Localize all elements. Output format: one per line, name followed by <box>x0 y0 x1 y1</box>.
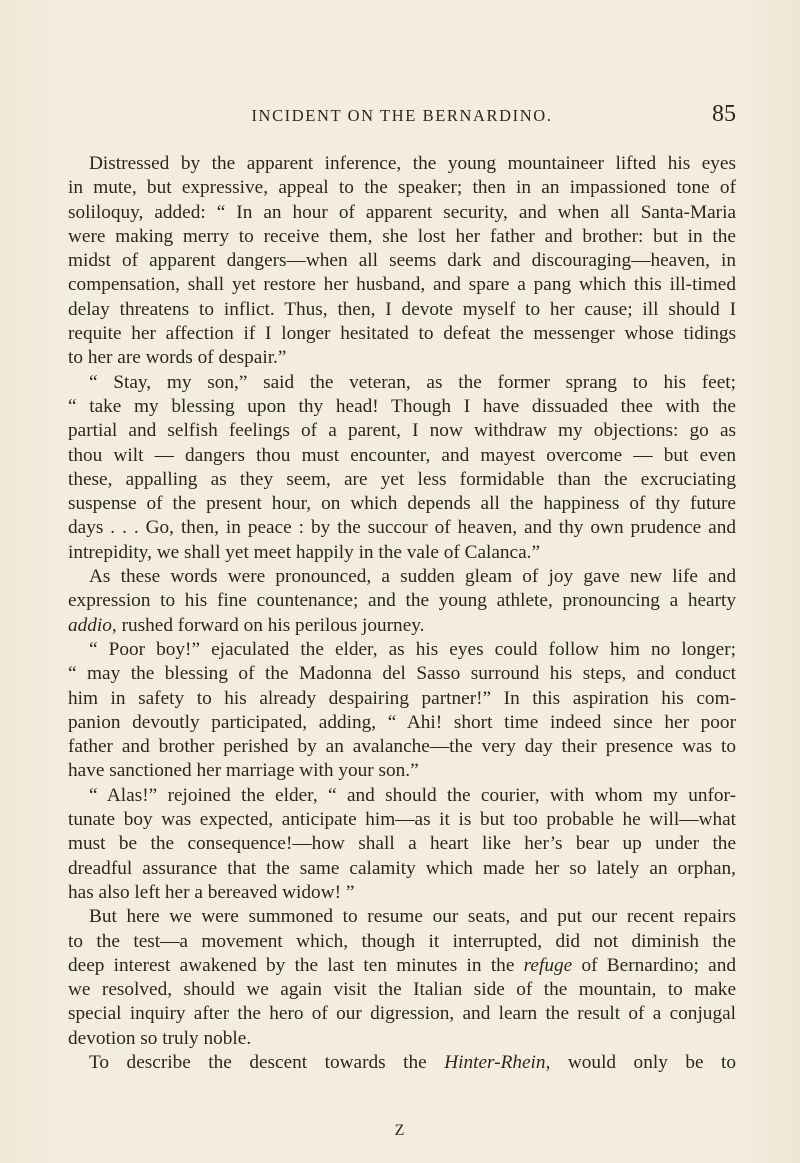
running-title: INCIDENT ON THE BERNARDINO. <box>251 106 553 125</box>
text-line: To describe the descent towards the Hinter-Rhein, would only be to <box>89 1051 737 1073</box>
text-line: tunate boy was expected, anticipate him—as it is but too probable he will—what <box>68 809 736 831</box>
text-line: deep interest awakened by the last ten minutes in the refuge of Bernardino; and <box>68 954 736 976</box>
paragraph-2 <box>68 371 736 565</box>
text-line: partial and selfish feelings of a parent, I now withdraw my objections: go as <box>68 420 736 442</box>
text-line: we resolved, should we again visit the Italian side of the mountain, to make <box>68 979 736 1001</box>
text-line: “ Poor boy!” ejaculated the elder, as his eyes could follow him no longer; <box>89 638 736 660</box>
paragraph-7 <box>68 1051 736 1075</box>
text-line: intrepidity, we shall yet meet happily in the vale of Calanca.” <box>68 541 541 563</box>
text-line: But here we were summoned to resume our seats, and put our recent repairs <box>89 906 736 928</box>
text-line: “ take my blessing upon thy head! Though I have dissuaded thee with the <box>68 395 736 417</box>
text-line: Distressed by the apparent inference, the young mountaineer lifted his eyes <box>89 153 736 174</box>
page-number: 85 <box>712 101 736 127</box>
text-line: dreadful assurance that the same calamity which made her so lately an orphan, <box>68 857 736 879</box>
text-line: thou wilt — dangers thou must encounter, and mayest overcome — but even <box>68 444 736 466</box>
text-line: to the test—a movement which, though it interrupted, did not diminish the <box>68 930 736 952</box>
text-line: days . . . Go, then, in peace : by the succour of heaven, and thy own prudence and <box>68 517 736 539</box>
text-line: “ may the blessing of the Madonna del Sasso surround his steps, and conduct <box>68 663 736 685</box>
paragraph-6 <box>68 905 736 1051</box>
running-head <box>68 103 736 129</box>
text-line: in mute, but expressive, appeal to the speaker; then in an impassioned tone of <box>68 177 736 199</box>
text-line: special inquiry after the hero of our digression, and learn the result of a conjugal <box>68 1003 736 1025</box>
paragraph-1 <box>68 152 736 371</box>
text-line: these, appalling as they seem, are yet less formidable than the excruciating <box>68 468 736 490</box>
text-line: addio, rushed forward on his perilous journey. <box>68 614 425 636</box>
text-line: “ Alas!” rejoined the elder, “ and should the courier, with whom my unfor- <box>89 784 736 806</box>
text-line: As these words were pronounced, a sudden gleam of joy gave new life and <box>89 566 736 588</box>
text-line: midst of apparent dangers—when all seems dark and discouraging—heaven, in <box>68 250 736 272</box>
italic-word: Hinter-Rhein <box>444 1051 546 1073</box>
text-line: suspense of the present hour, on which depends all the happiness of thy future <box>68 493 736 515</box>
text-line: delay threatens to inflict. Thus, then, I devote myself to her cause; ill should I <box>68 298 736 320</box>
text-line: compensation, shall yet restore her husband, and spare a pang which this ill-timed <box>68 274 736 296</box>
text-line: to her are words of despair.” <box>68 347 287 369</box>
paragraph-3 <box>68 565 736 638</box>
text-line: must be the consequence!—how shall a heart like her’s bear up under the <box>68 833 736 855</box>
text-line: soliloquy, added: “ In an hour of apparent security, and when all Santa-Maria <box>68 201 736 223</box>
text-line: him in safety to his already despairing partner!” In this aspiration his com- <box>68 687 736 709</box>
text-line: has also left her a bereaved widow! ” <box>68 881 355 903</box>
text-line: expression to his fine countenance; and the young athlete, pronouncing a hearty <box>68 590 736 612</box>
paragraph-5 <box>68 784 736 905</box>
text-line: panion devoutly participated, adding, “ Ahi! short time indeed since her poor <box>68 711 736 733</box>
italic-word: refuge <box>523 954 573 976</box>
text-line: “ Stay, my son,” said the veteran, as the former sprang to his feet; <box>89 371 736 393</box>
signature-mark: Z <box>394 1122 406 1139</box>
text-line: were making merry to receive them, she lost her father and brother: but in the <box>68 225 736 247</box>
paragraph-4 <box>68 638 736 784</box>
text-line: have sanctioned her marriage with your son.” <box>68 760 419 782</box>
body-text <box>68 152 736 1075</box>
text-line: father and brother perished by an avalanche—the very day their presence was to <box>68 736 736 758</box>
text-line: devotion so truly noble. <box>68 1027 252 1049</box>
italic-word: addio <box>68 614 112 636</box>
text-line: requite her affection if I longer hesitated to defeat the messenger whose tidings <box>68 323 736 345</box>
